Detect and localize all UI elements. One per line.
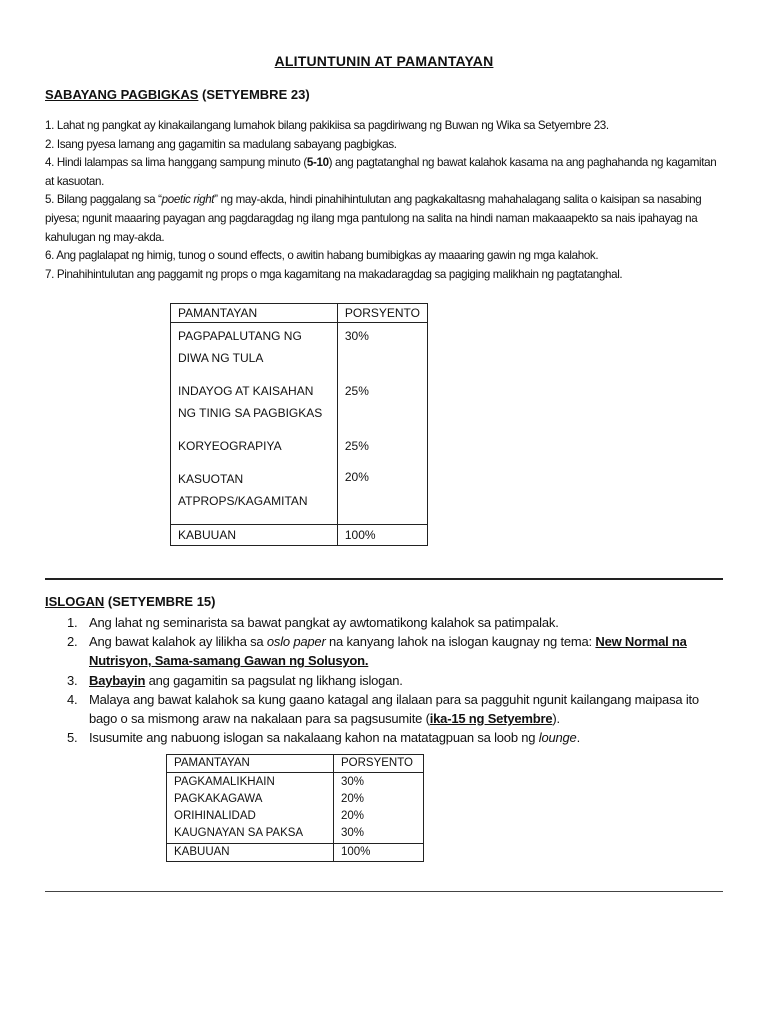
- criteria-label: ORIHINALIDAD: [174, 810, 256, 822]
- criteria-percent: 30%: [341, 827, 365, 839]
- table-header-row: [171, 304, 428, 323]
- document-title: ALITUNTUNIN AT PAMANTAYAN: [274, 53, 494, 69]
- percent-cell: [337, 323, 427, 525]
- rule-item: 2. Isang pyesa lamang ang gagamitin sa madulang sabayang pagbigkas.: [45, 137, 397, 151]
- criteria-table-islogan: [166, 754, 424, 862]
- list-item: [45, 728, 725, 747]
- rule-emphasis: 5-10: [306, 156, 329, 170]
- criteria-percent: 30%: [341, 776, 365, 788]
- rule-emphasis: lounge: [538, 730, 577, 746]
- rule-text: ).: [552, 711, 560, 727]
- theme-text: New Normal na Nutrisyon, Sama-samang Gawan ng Solusyon.: [89, 634, 687, 669]
- criteria-percent: 20%: [341, 810, 365, 822]
- section-divider: [45, 891, 723, 892]
- rules-list-islogan: [45, 613, 725, 747]
- rule-text: ang gagamitin sa pagsulat ng likhang islogan.: [145, 672, 403, 688]
- list-item: [45, 632, 725, 670]
- table-header-cell: PAMANTAYAN: [171, 304, 338, 323]
- criteria-cell: [171, 323, 338, 525]
- rule-emphasis: poetic right: [161, 193, 215, 207]
- table-total-row: [167, 844, 424, 862]
- criteria-label: DIWA NG TULA: [178, 351, 264, 365]
- criteria-label: KAUGNAYAN SA PAKSA: [174, 827, 304, 839]
- table-row: [167, 773, 424, 844]
- section-divider: [45, 578, 723, 580]
- criteria-label: PAGPAPALUTANG NG: [178, 329, 302, 343]
- section-date: (SETYEMBRE 23): [202, 87, 310, 102]
- section-title: ISLOGAN: [45, 594, 105, 609]
- table-header-cell: PORSYENTO: [337, 304, 427, 323]
- criteria-label: PAGKAKAGAWA: [174, 793, 263, 805]
- list-number: 5.: [67, 730, 78, 746]
- rule-text: .: [576, 730, 581, 746]
- criteria-cell: [167, 773, 334, 844]
- section-date: (SETYEMBRE 15): [107, 594, 216, 609]
- rule-text: Ang bawat kalahok ay lilikha sa: [89, 634, 267, 650]
- rule-item: 1. Lahat ng pangkat ay kinakailangang lumahok bilang pakikiisa sa pagdiriwang ng Buwan ng Wika sa Setyembre 23.: [45, 119, 609, 132]
- list-item: [45, 690, 725, 728]
- list-number: 1.: [67, 615, 78, 630]
- rule-text: Isusumite ang nabuong islogan sa nakalaang kahon na matatagpuan sa loob ng: [89, 730, 539, 746]
- criteria-percent: 25%: [344, 384, 369, 398]
- table-header-cell: PAMANTAYAN: [167, 755, 334, 773]
- rule-item: [45, 191, 725, 247]
- rule-item: 7. Pinahihintulutan ang paggamit ng props o mga kagamitang na makadaragdag sa pagiging malikhain ng pagtatanghal.: [45, 267, 623, 281]
- rule-emphasis: Baybayin: [89, 672, 146, 688]
- table-header-row: [167, 755, 424, 773]
- section-title: SABAYANG PAGBIGKAS: [45, 87, 199, 102]
- table-row: [171, 323, 428, 525]
- list-number: 2.: [67, 634, 78, 650]
- deadline-text: ika-15 ng Setyembre: [429, 711, 553, 727]
- criteria-label: PAGKAMALIKHAIN: [174, 776, 275, 788]
- criteria-percent: 20%: [344, 470, 369, 484]
- list-number: 3.: [67, 672, 78, 688]
- criteria-percent: 30%: [344, 329, 369, 343]
- criteria-percent: 20%: [341, 793, 365, 805]
- criteria-label: KASUOTAN: [178, 472, 244, 486]
- criteria-label: KORYEOGRAPIYA: [178, 439, 282, 453]
- table-total-row: [171, 525, 428, 546]
- list-number: 4.: [67, 691, 78, 707]
- rule-item: 6. Ang paglalapat ng himig, tunog o sound effects, o awitin habang bumibigkas ay maaaring gawin ng mga kalahok.: [45, 249, 599, 263]
- rule-item: [45, 154, 725, 191]
- criteria-percent: 25%: [344, 439, 369, 453]
- total-label: KABUUAN: [171, 525, 338, 546]
- rule-text: Ang lahat ng seminarista sa bawat pangkat ay awtomatikong kalahok sa patimpalak.: [89, 615, 559, 630]
- rule-emphasis: oslo paper: [266, 634, 326, 650]
- total-value: 100%: [337, 525, 427, 546]
- rule-text: na kanyang lahok na islogan kaugnay ng tema:: [325, 634, 596, 650]
- table-header-cell: PORSYENTO: [334, 755, 424, 773]
- total-label: KABUUAN: [167, 844, 334, 862]
- total-value: 100%: [334, 844, 424, 862]
- rule-text: ) ang pagtatanghal ng bawat kalahok kasama na ang paghahanda ng kagamitan at kasuotan.: [45, 156, 717, 188]
- criteria-table-sabayang-pagbigkas: [170, 303, 428, 546]
- rule-text: 4. Hindi lalampas sa lima hanggang sampung minuto (: [45, 156, 307, 170]
- rules-list-sabayang-pagbigkas: [45, 117, 725, 284]
- list-item: [45, 671, 725, 690]
- rule-text: Malaya ang bawat kalahok sa kung gaano katagal ang ilalaan para sa pagguhit ngunit kailangang maipasa ito bago o sa mismong araw na nakalaan para sa pagsusumite (: [89, 691, 699, 727]
- criteria-label: NG TINIG SA PAGBIGKAS: [178, 406, 323, 420]
- criteria-label: ATPROPS/KAGAMITAN: [178, 494, 308, 508]
- rule-text: ” ng may-akda, hindi pinahihintulutan ang pagkakaltasng mahahalagang salita o kaisipan sa nasabing piyesa; ngunit maaaring payagan ang pagdaragdag ng ilang mga pantulong na salita na hindi naman makaaapekto sa nais ipahayag na kahulugan ng may-akda.: [45, 193, 702, 244]
- section-heading-islogan: [45, 594, 216, 609]
- section-heading-sabayang-pagbigkas: [45, 87, 310, 102]
- percent-cell: [334, 773, 424, 844]
- criteria-label: INDAYOG AT KAISAHAN: [178, 384, 314, 398]
- list-item: [45, 613, 725, 632]
- rule-text: 5. Bilang paggalang sa “: [45, 193, 162, 207]
